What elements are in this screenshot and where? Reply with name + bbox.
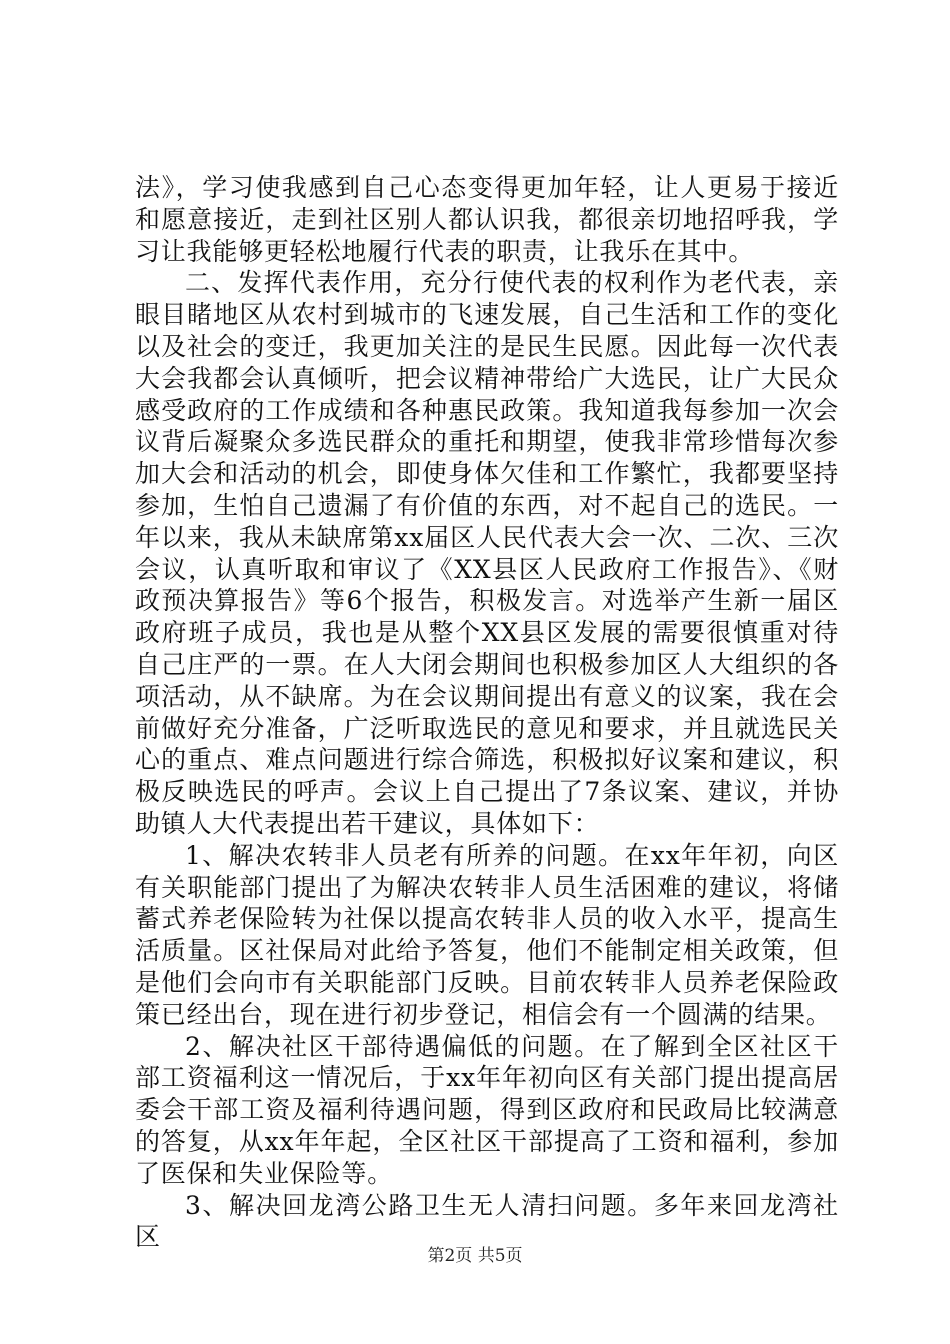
paragraph-item-3: 3、解决回龙湾公路卫生无人清扫问题。多年来回龙湾社区 [135, 1190, 839, 1252]
paragraph-continuation: 法》，学习使我感到自己心态变得更加年轻，让人更易于接近和愿意接近，走到社区别人都认识我，都很亲切地招呼我，学习让我能够更轻松地履行代表的职责，让我乐在其中。 [135, 173, 839, 266]
paragraph-item-2: 2、解决社区干部待遇偏低的问题。在了解到全区社区干部工资福利这一情况后，于xx年年初向区有关部门提出提高居委会干部工资及福利待遇问题，得到区政府和民政局比较满意的答复，从xx年年起，全区社区干部提高了工资和福利，参加了医保和失业保险等。 [135, 1031, 839, 1188]
paragraph-item-1: 1、解决农转非人员老有所养的问题。在xx年年初，向区有关职能部门提出了为解决农转非人员生活困难的建议，将储蓄式养老保险转为社保以提高农转非人员的收入水平，提高生活质量。区社保局对此给予答复，他们不能制定相关政策，但是他们会向市有关职能部门反映。目前农转非人员养老保险政策已经出台，现在进行初步登记，相信会有一个圆满的结果。 [135, 840, 839, 1029]
page-number-footer: 第2页 共5页 [427, 1246, 523, 1266]
paragraph-representative-role: 二、发挥代表作用，充分行使代表的权利作为老代表，亲眼目睹地区从农村到城市的飞速发展，自己生活和工作的变化以及社会的变迁，我更加关注的是民生民愿。因此每一次代表大会我都会认真倾听，把会议精神带给广大选民，让广大民众感受政府的工作成绩和各种惠民政策。我知道我每参加一次会议背后凝聚众多选民群众的重托和期望，使我非常珍惜每次参加大会和活动的机会，即使身体欠佳和工作繁忙，我都要坚持参加，生怕自己遗漏了有价值的东西，对不起自己的选民。一年以来，我从未缺席第xx届区人民代表大会一次、二次、三次会议，认真听取和审议了《XX县区人民政府工作报告》、《财政预决算报告》等6个报告，积极发言。对选举产生新一届区政府班子成员，我也是从整个XX县区发展的需要很慎重对待自己庄严的一票。在人大闭会期间也积极参加区人大组织的各项活动，从不缺席。为在会议期间提出有意义的议案，我在会前做好充分准备，广泛听取选民的意见和要求，并且就选民关心的重点、难点问题进行综合筛选，积极拟好议案和建议，积极反映选民的呼声。会议上自己提出了7条议案、建议，并协助镇人大代表提出若干建议，具体如下： [135, 268, 839, 838]
document-body [135, 172, 839, 1253]
